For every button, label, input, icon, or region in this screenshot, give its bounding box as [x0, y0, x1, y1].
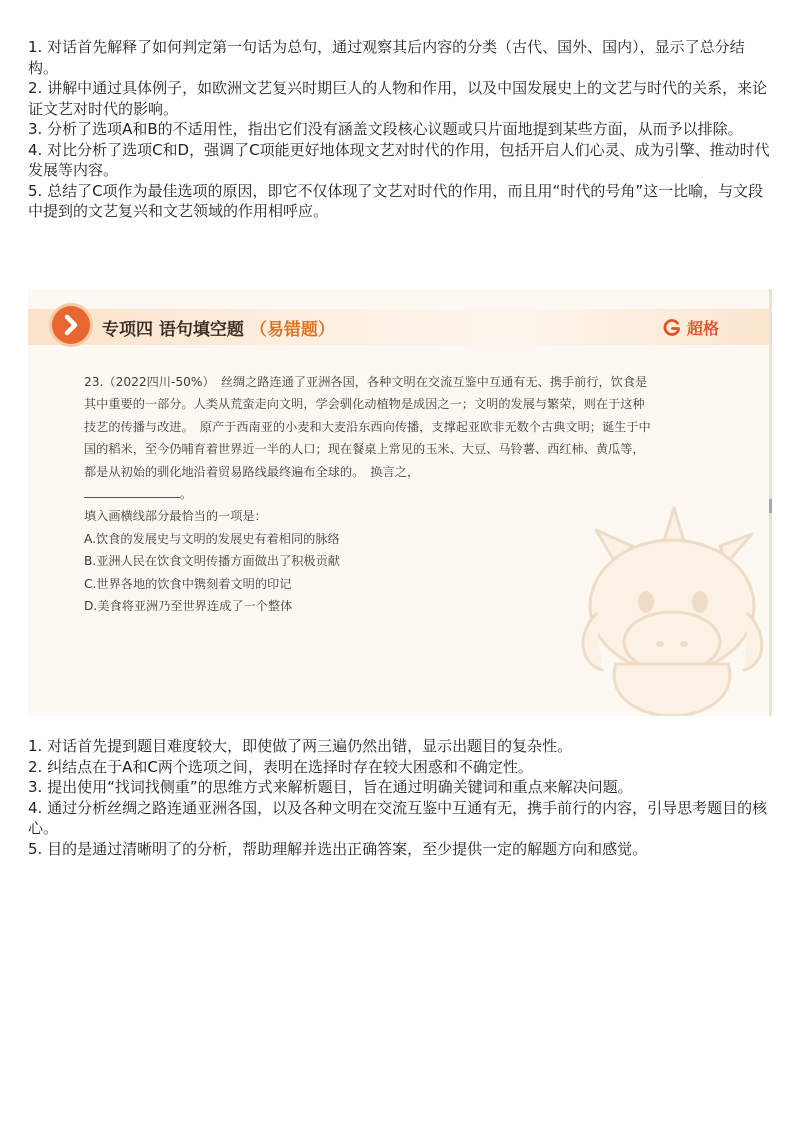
unicorn-mascot-icon — [576, 494, 772, 716]
summary-list-bottom — [28, 736, 772, 859]
chevron-right-icon — [52, 306, 90, 344]
question-body — [84, 371, 654, 617]
scroll-marker — [769, 499, 772, 513]
summary-item: 4. 通过分析丝绸之路连通亚洲各国，以及各种文明在交流互鉴中互通有无，携手前行的内容，引导思考题目的核心。 — [28, 798, 768, 837]
summary-item: 1. 对话首先解释了如何判定第一句话为总句，通过观察其后内容的分类（古代、国外、国内），显示了总分结构。 — [28, 38, 745, 77]
option-b: B.亚洲人民在饮食文明传播方面做出了积极贡献 — [84, 554, 340, 569]
brand-mark-icon — [663, 319, 681, 337]
option-c: C.世界各地的饮食中镌刻着文明的印记 — [84, 576, 292, 591]
card-title — [102, 315, 335, 340]
question-stem — [84, 371, 654, 505]
question-prompt: 填入画横线部分最恰当的一项是： — [84, 509, 267, 524]
summary-item: 2. 讲解中通过具体例子，如欧洲文艺复兴时期巨人的人物和作用，以及中国发展史上的文艺与时代的关系，来论证文艺对时代的影响。 — [28, 79, 768, 118]
option-d: D.美食将亚洲乃至世界连成了一个整体 — [84, 599, 293, 614]
summary-item: 2. 纠结点在于A和C两个选项之间，表明在选择时存在较大困惑和不确定性。 — [28, 757, 533, 776]
question-text: 23.（2022四川-50%） 丝绸之路连通了亚洲各国，各种文明在交流互鉴中互通有无、携手前行，饮食是其中重要的一部分。人类从荒蛮走向文明，学会驯化动植物是成因之一；文明的发展与繁荣，则在于这种技艺的传播与改进。 原产于西南亚的小麦和大麦沿东西向传播，支撑起亚欧非无数个古典文明；诞生于中国的稻米，至今仍哺育着世界近一半的人口；现在餐桌上常见的玉米、大豆、马铃薯、西红柿、黄瓜等，都是从初始的驯化地沿着贸易路线最终遍布全球的。 换言之， — [84, 375, 651, 479]
question-card — [28, 289, 772, 716]
option-a: A.饮食的发展史与文明的发展史有着相同的脉络 — [84, 531, 340, 546]
answer-blank — [84, 484, 180, 498]
summary-item: 5. 目的是通过清晰明了的分析，帮助理解并选出正确答案，至少提供一定的解题方向和感觉。 — [28, 839, 648, 858]
summary-item: 5. 总结了C项作为最佳选项的原因，即它不仅体现了文艺对时代的作用，而且用“时代的号角”这一比喻，与文段中提到的文艺复兴和文艺领域的作用相呼应。 — [28, 181, 764, 220]
brand-name: 超格 — [687, 319, 720, 338]
summary-item: 1. 对话首先提到题目难度较大，即使做了两三遍仍然出错，显示出题目的复杂性。 — [28, 737, 573, 755]
summary-item: 3. 分析了选项A和B的不适用性，指出它们没有涵盖文段核心议题或只片面地提到某些方面，从而予以排除。 — [28, 120, 743, 138]
summary-item: 4. 对比分析了选项C和D，强调了C项能更好地体现文艺对时代的作用，包括开启人们心灵、成为引擎、推动时代发展等内容。 — [28, 140, 770, 179]
brand-logo — [663, 316, 719, 339]
summary-item: 3. 提出使用“找词找侧重”的思维方式来解析题目，旨在通过明确关键词和重点来解决问题。 — [28, 778, 633, 796]
section-title: 专项四 语句填空题 — [102, 320, 244, 340]
summary-list-top — [28, 37, 772, 222]
blank-end: 。 — [180, 487, 193, 502]
difficulty-label: （易错题） — [249, 320, 335, 340]
